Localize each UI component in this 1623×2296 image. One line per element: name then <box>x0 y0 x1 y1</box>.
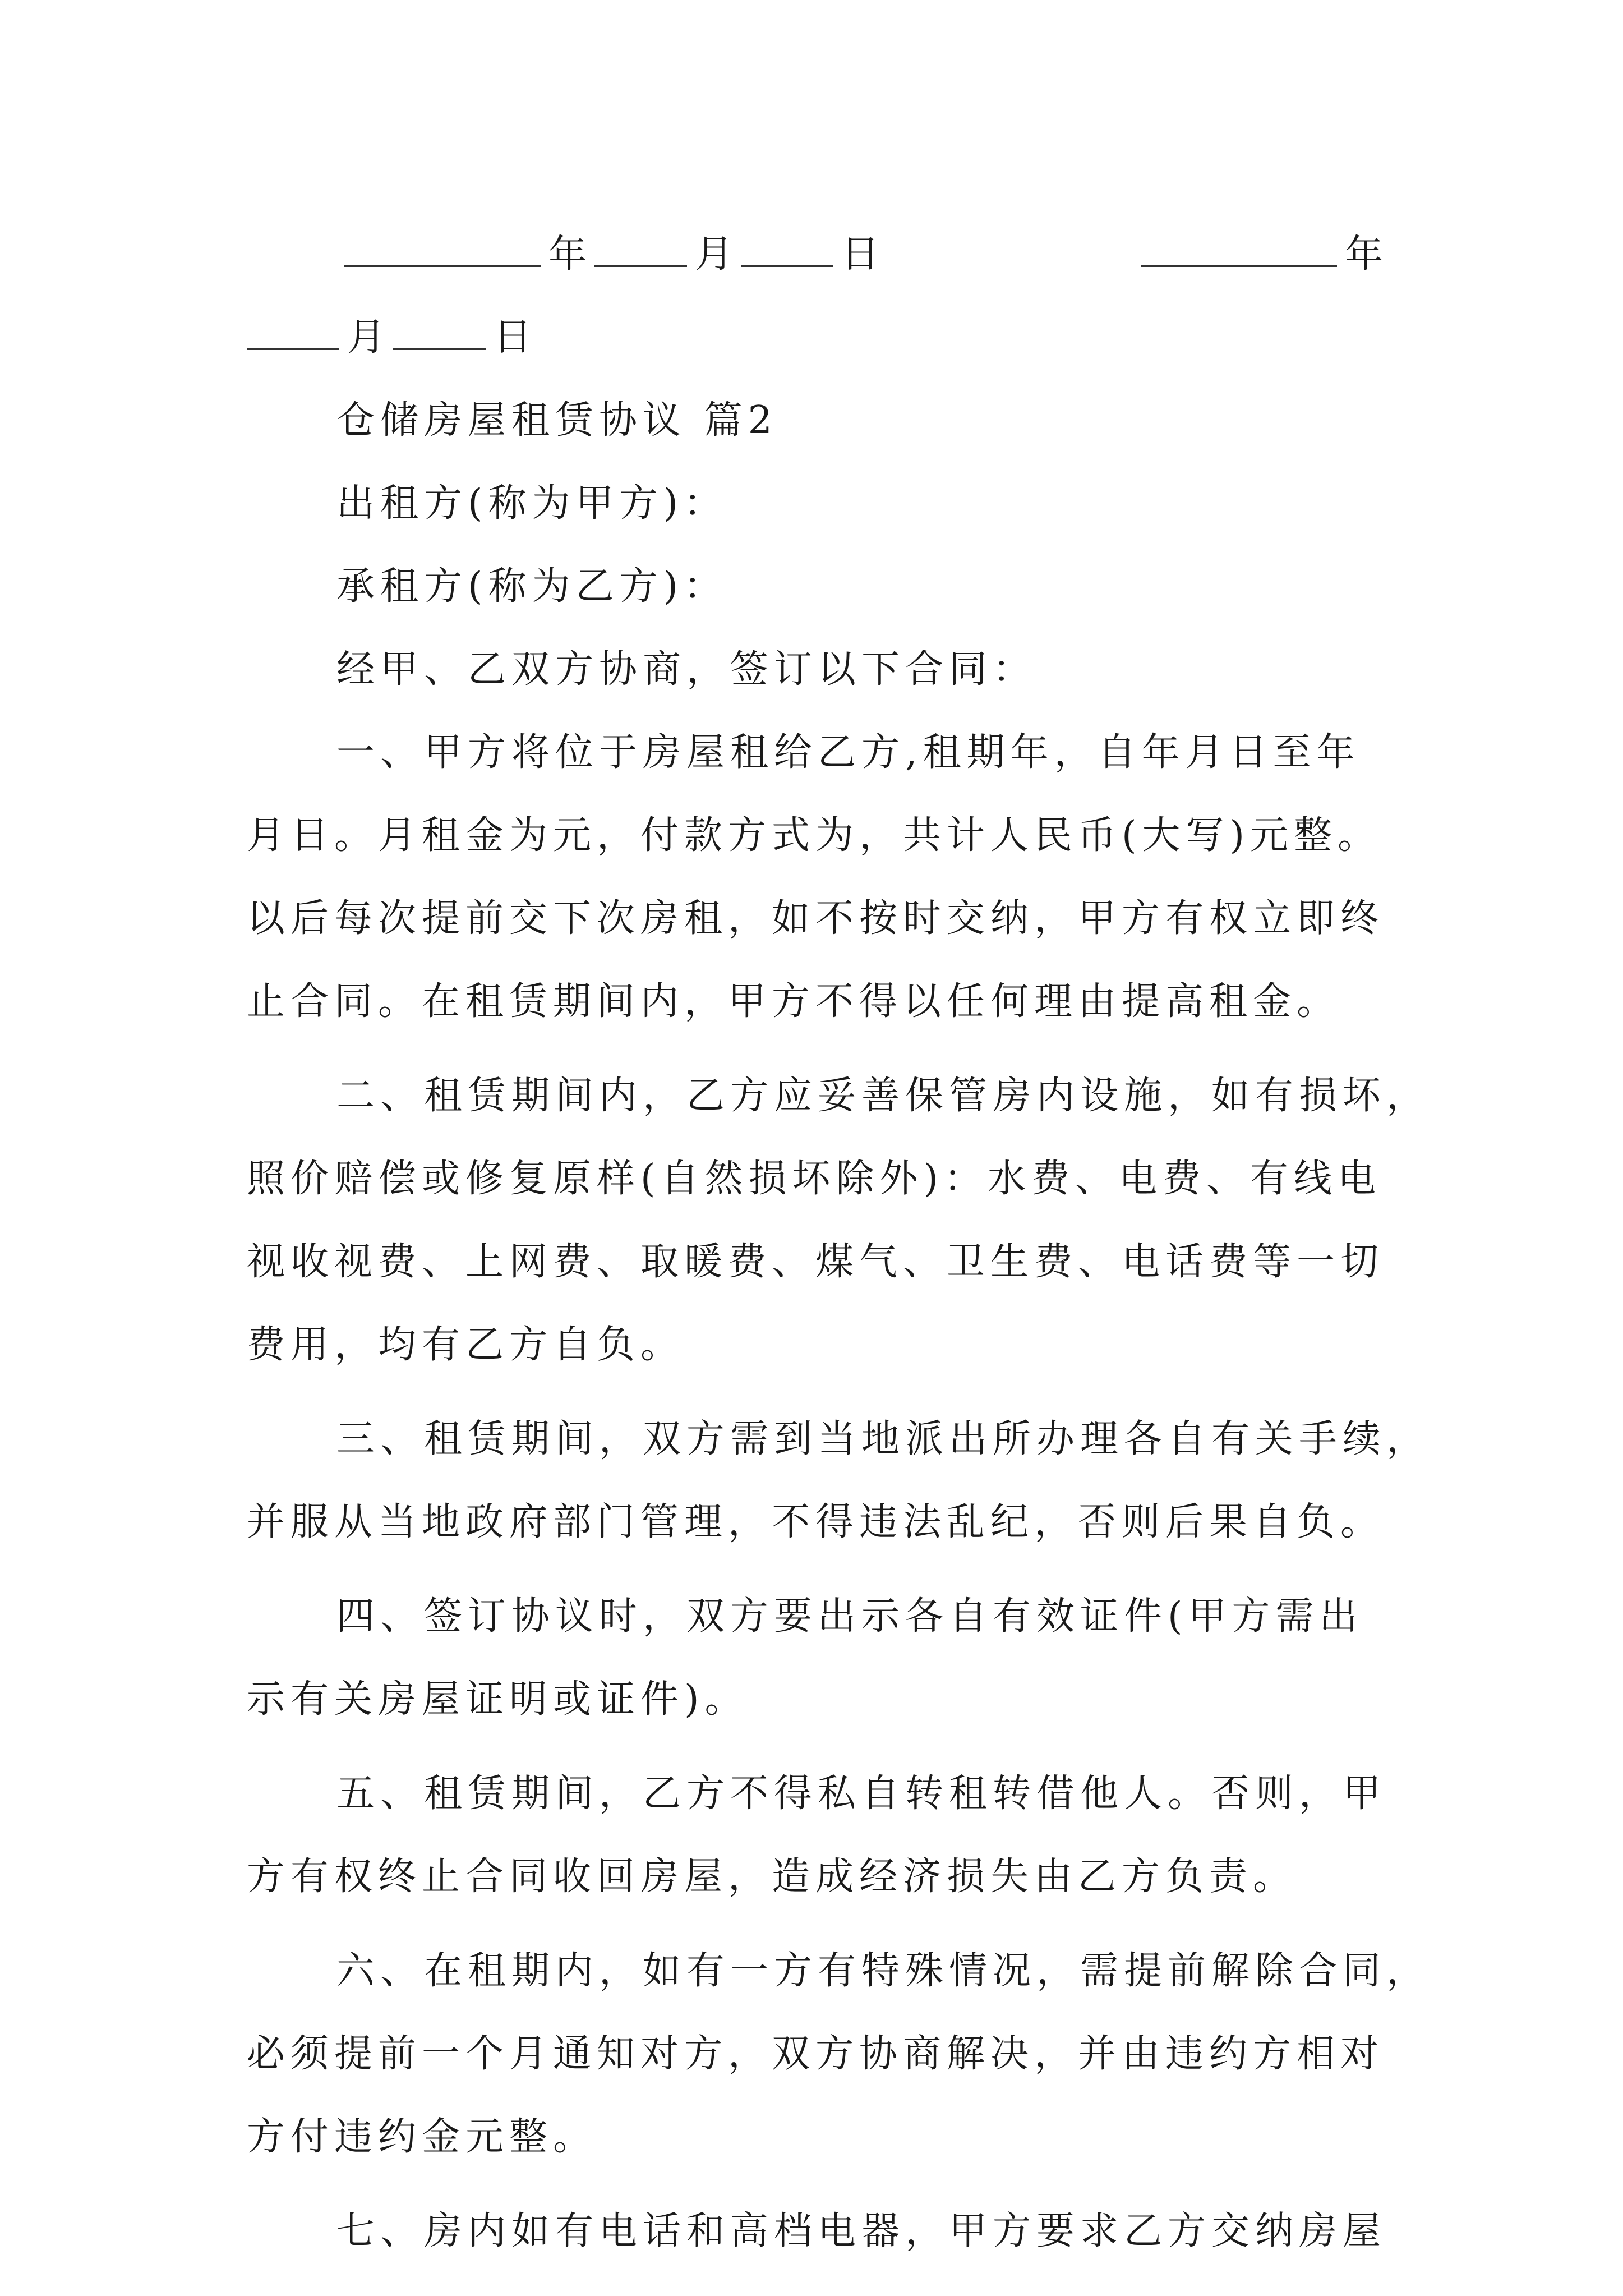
clause-line: 六、在租期内，如有一方有特殊情况，需提前解除合同， <box>336 1949 1431 1993</box>
document-body <box>247 213 1431 2273</box>
signature-date-row <box>247 213 1385 296</box>
year-blank <box>344 232 541 267</box>
clause-line: 并服从当地政府部门管理，不得违法乱纪，否则后果自负。 <box>247 1500 1385 1544</box>
clause-paragraph <box>247 1575 1385 1741</box>
year-label: 年 <box>1345 232 1384 277</box>
paragraph-spacer <box>247 1043 1385 1055</box>
clause-line: 二、租赁期间内，乙方应妥善保管房内设施，如有损坏， <box>336 1074 1431 1118</box>
month-blank <box>594 232 687 267</box>
day-label: 日 <box>841 232 880 277</box>
clause-line: 七、房内如有电话和高档电器，甲方要求乙方交纳房屋 <box>336 2209 1387 2253</box>
day-label: 日 <box>494 315 532 360</box>
paragraph-spacer <box>247 1918 1385 1930</box>
clause-paragraph <box>247 711 1385 1043</box>
clause-line: 费用，均有乙方自负。 <box>247 1323 685 1367</box>
clause-line: 一、甲方将位于房屋租给乙方,租期年，自年月日至年 <box>336 730 1361 775</box>
clause-line: 方有权终止合同收回房屋，造成经济损失由乙方负责。 <box>247 1855 1297 1899</box>
clause-paragraph <box>247 1055 1431 1387</box>
clause-line: 三、租赁期间，双方需到当地派出所办理各自有关手续， <box>336 1417 1431 1461</box>
intro-line: 经甲、乙双方协商，签订以下合同： <box>336 647 1037 692</box>
clause-line: 方付违约金元整。 <box>247 2115 597 2159</box>
clauses <box>247 711 1431 2273</box>
clause-line: 照价赔偿或修复原样(自然损坏除外)：水费、电费、有线电 <box>247 1157 1382 1201</box>
lessor-line: 出租方(称为甲方)： <box>336 481 728 526</box>
month-blank <box>247 315 339 350</box>
clause-paragraph <box>247 1930 1431 2179</box>
signature-date-row-continued <box>247 296 1385 379</box>
paragraph-spacer <box>247 2179 1385 2190</box>
lessee-line: 承租方(称为乙方)： <box>336 564 728 609</box>
clause-line: 月日。月租金为元，付款方式为，共计人民币(大写)元整。 <box>247 813 1382 858</box>
paragraph-spacer <box>247 1564 1385 1575</box>
clause-line: 止合同。在租赁期间内，甲方不得以任何理由提高租金。 <box>247 979 1341 1024</box>
year-label: 年 <box>548 232 587 277</box>
year-blank <box>1141 232 1337 267</box>
clause-line: 五、租赁期间，乙方不得私自转租转借他人。否则，甲 <box>336 1772 1387 1816</box>
document-title: 仓储房屋租赁协议 篇2 <box>336 398 778 443</box>
clause-line: 四、签订协议时，双方要出示各自有效证件(甲方需出 <box>336 1594 1363 1639</box>
month-label: 月 <box>347 315 386 360</box>
day-blank <box>393 315 486 350</box>
clause-line: 视收视费、上网费、取暖费、煤气、卫生费、电话费等一切 <box>247 1240 1385 1284</box>
clause-line: 以后每次提前交下次房租，如不按时交纳，甲方有权立即终 <box>247 896 1385 941</box>
clause-paragraph <box>247 2190 1385 2273</box>
clause-paragraph <box>247 1752 1385 1918</box>
paragraph-spacer <box>247 1387 1385 1398</box>
clause-paragraph <box>247 1398 1431 1564</box>
clause-line: 必须提前一个月通知对方，双方协商解决，并由违约方相对 <box>247 2032 1385 2076</box>
month-label: 月 <box>695 232 734 277</box>
date-right <box>1133 213 1383 296</box>
date-left <box>336 213 879 296</box>
paragraph-spacer <box>247 1741 1385 1752</box>
day-blank <box>741 232 833 267</box>
clause-line: 示有关房屋证明或证件)。 <box>247 1677 749 1722</box>
date-right-continued <box>247 296 532 379</box>
